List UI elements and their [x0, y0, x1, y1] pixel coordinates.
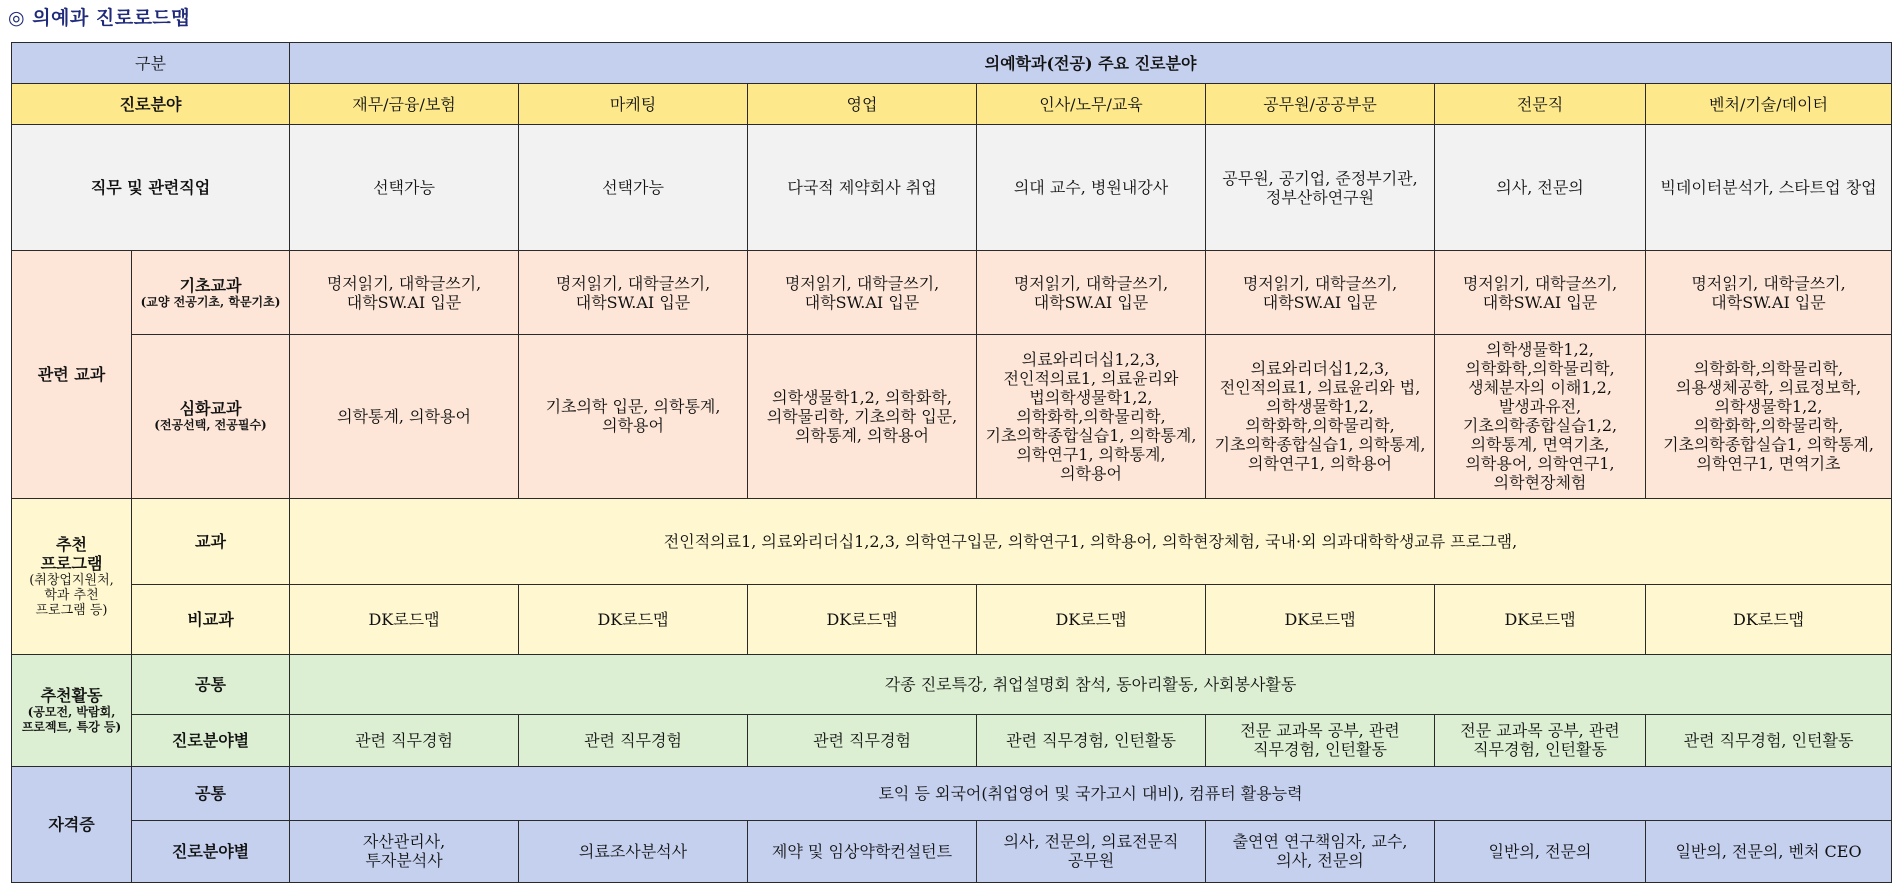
advanced-course-title: 심화교과: [179, 399, 242, 419]
activities-field-label: 진로분야별: [132, 714, 290, 766]
activity-cell: 관련 직무경험, 인턴활동: [977, 714, 1206, 766]
certificates-field-label: 진로분야별: [132, 820, 290, 882]
curricular-value: 전인적의료1, 의료와리더십1,2,3, 의학연구입문, 의학연구1, 의학용어, 의학현장체험, 국내·외 의과대학학생교류 프로그램,: [290, 498, 1892, 584]
activities-sublabel: (공모전, 박람회, 프로젝트, 특강 등): [21, 704, 122, 734]
job-cell: 선택가능: [290, 125, 519, 251]
advanced-course-cell: 의학통계, 의학용어: [290, 335, 519, 498]
basic-course-cell: 명저읽기, 대학글쓰기, 대학SW.AI 입문: [1206, 251, 1435, 335]
programs-sublabel: (취창업지원처, 학과 추천 프로그램 등): [29, 572, 114, 618]
certificates-common-value: 토익 등 외국어(취업영어 및 국가고시 대비), 컴퓨터 활용능력: [290, 766, 1892, 820]
extracurricular-cell: DK로드맵: [748, 584, 977, 654]
career-field: 벤처/기술/데이터: [1646, 84, 1892, 125]
basic-course-cell: 명저읽기, 대학글쓰기, 대학SW.AI 입문: [1646, 251, 1892, 335]
basic-course-cell: 명저읽기, 대학글쓰기, 대학SW.AI 입문: [977, 251, 1206, 335]
activity-cell: 관련 직무경험, 인턴활동: [1646, 714, 1892, 766]
advanced-course-cell: 의학생물학1,2, 의학화학, 의학물리학, 기초의학 입문, 의학통계, 의학용어: [748, 335, 977, 498]
activities-common-label: 공통: [132, 654, 290, 714]
advanced-course-cell: 의료와리더십1,2,3, 전인적의료1, 의료윤리와 법, 의학생물학1,2, 의학화학,의학물리학, 기초의학종합실습1, 의학통계, 의학연구1, 의학용어: [1206, 335, 1435, 498]
activities-common-value: 각종 진로특강, 취업설명회 참석, 동아리활동, 사회봉사활동: [290, 654, 1892, 714]
basic-course-label: [132, 251, 290, 335]
activity-cell: 전문 교과목 공부, 관련 직무경험, 인턴활동: [1206, 714, 1435, 766]
basic-course-cell: 명저읽기, 대학글쓰기, 대학SW.AI 입문: [290, 251, 519, 335]
career-field: 마케팅: [519, 84, 748, 125]
certificates-common-label: 공통: [132, 766, 290, 820]
courses-label: 관련 교과: [12, 251, 132, 498]
career-roadmap-table: [11, 42, 1892, 883]
advanced-course-cell: 기초의학 입문, 의학통계, 의학용어: [519, 335, 748, 498]
career-field: 인사/노무/교육: [977, 84, 1206, 125]
career-field-label: 진로분야: [12, 84, 290, 125]
activity-cell: 관련 직무경험: [748, 714, 977, 766]
programs-title: 추천 프로그램: [40, 534, 103, 573]
programs-label: [12, 498, 132, 654]
job-cell: 선택가능: [519, 125, 748, 251]
basic-course-cell: 명저읽기, 대학글쓰기, 대학SW.AI 입문: [519, 251, 748, 335]
job-cell: 공무원, 공기업, 준정부기관, 정부산하연구원: [1206, 125, 1435, 251]
activity-cell: 관련 직무경험: [290, 714, 519, 766]
certificate-cell: 출연연 연구책임자, 교수, 의사, 전문의: [1206, 820, 1435, 882]
career-field: 공무원/공공부문: [1206, 84, 1435, 125]
extracurricular-cell: DK로드맵: [1435, 584, 1646, 654]
job-cell: 다국적 제약회사 취업: [748, 125, 977, 251]
certificate-cell: 일반의, 전문의: [1435, 820, 1646, 882]
certificate-cell: 자산관리사, 투자분석사: [290, 820, 519, 882]
advanced-course-cell: 의학생물학1,2, 의학화학,의학물리학, 생체분자의 이해1,2, 발생과유전, 기초의학종합실습1,2, 의학통계, 면역기초, 의학용어, 의학연구1, 의학현장체험: [1435, 335, 1646, 498]
jobs-label: 직무 및 관련직업: [12, 125, 290, 251]
basic-course-cell: 명저읽기, 대학글쓰기, 대학SW.AI 입문: [748, 251, 977, 335]
basic-course-cell: 명저읽기, 대학글쓰기, 대학SW.AI 입문: [1435, 251, 1646, 335]
activity-cell: 관련 직무경험: [519, 714, 748, 766]
extracurricular-cell: DK로드맵: [519, 584, 748, 654]
activities-title: 추천활동: [40, 685, 103, 705]
header-gubun: 구분: [12, 43, 290, 84]
extracurricular-cell: DK로드맵: [1206, 584, 1435, 654]
activity-cell: 전문 교과목 공부, 관련 직무경험, 인턴활동: [1435, 714, 1646, 766]
activities-label: [12, 654, 132, 766]
certificates-label: 자격증: [12, 766, 132, 882]
advanced-course-cell: 의학화학,의학물리학, 의용생체공학, 의료정보학, 의학생물학1,2, 의학화학,의학물리학, 기초의학종합실습1, 의학통계, 의학연구1, 면역기초: [1646, 335, 1892, 498]
career-field: 영업: [748, 84, 977, 125]
advanced-course-sublabel: (전공선택, 전공필수): [154, 418, 267, 433]
extracurricular-label: 비교과: [132, 584, 290, 654]
job-cell: 의대 교수, 병원내강사: [977, 125, 1206, 251]
extracurricular-cell: DK로드맵: [977, 584, 1206, 654]
advanced-course-cell: 의료와리더십1,2,3, 전인적의료1, 의료윤리와 법의학생물학1,2, 의학화학,의학물리학, 기초의학종합실습1, 의학통계, 의학연구1, 의학통계, 의학용어: [977, 335, 1206, 498]
extracurricular-cell: DK로드맵: [1646, 584, 1892, 654]
certificate-cell: 제약 및 임상약학컨설턴트: [748, 820, 977, 882]
career-field: 전문직: [1435, 84, 1646, 125]
career-field: 재무/금융/보험: [290, 84, 519, 125]
curricular-label: 교과: [132, 498, 290, 584]
page-title: ◎ 의예과 진로로드맵: [8, 7, 191, 29]
job-cell: 의사, 전문의: [1435, 125, 1646, 251]
basic-course-title: 기초교과: [179, 275, 242, 295]
certificate-cell: 일반의, 전문의, 벤처 CEO: [1646, 820, 1892, 882]
advanced-course-label: [132, 335, 290, 498]
basic-course-sublabel: (교양 전공기초, 학문기초): [140, 294, 281, 309]
extracurricular-cell: DK로드맵: [290, 584, 519, 654]
header-main: 의예학과(전공) 주요 진로분야: [290, 43, 1892, 84]
certificate-cell: 의료조사분석사: [519, 820, 748, 882]
job-cell: 빅데이터분석가, 스타트업 창업: [1646, 125, 1892, 251]
certificate-cell: 의사, 전문의, 의료전문직 공무원: [977, 820, 1206, 882]
